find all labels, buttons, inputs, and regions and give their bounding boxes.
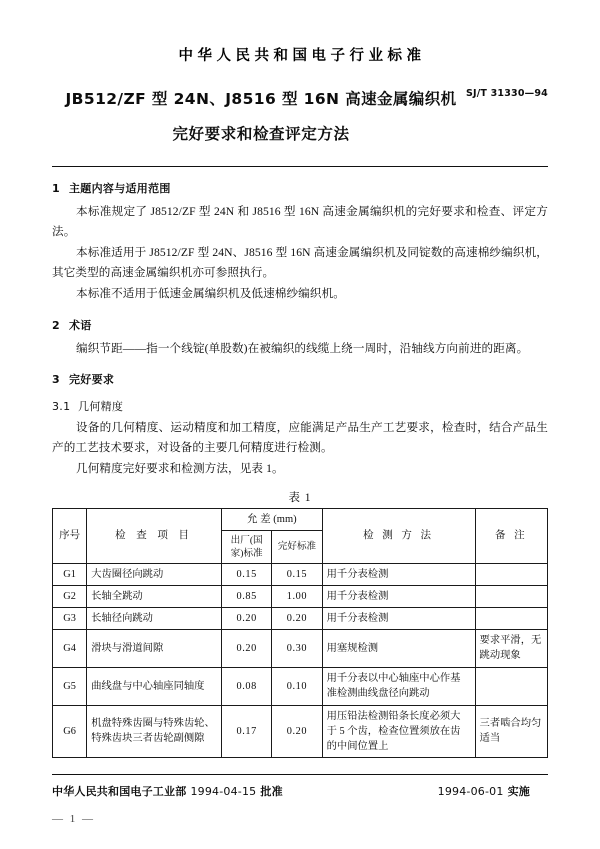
section-title-3: 完好要求 (69, 373, 115, 386)
subsection-number-3-1: 3.1 (52, 400, 71, 413)
footer-approve-label: 批准 (260, 784, 283, 798)
cell-tolerance-good: 0.10 (272, 667, 322, 705)
table-row (53, 629, 548, 667)
cell-remark (475, 607, 547, 629)
table-row (53, 585, 548, 607)
section-1-paragraph-1: 本标准规定了 J8512/ZF 型 24N 和 J8516 型 16N 高速金属编织机的完好要求和检查、评定方法。 (52, 205, 548, 238)
cell-no: G1 (53, 563, 87, 585)
section-number-3: 3 (52, 373, 60, 386)
cell-method: 用千分表检测 (322, 585, 475, 607)
table-row (53, 563, 548, 585)
cell-item: 长轴径向跳动 (87, 607, 222, 629)
footer-approve-date: 1994-04-15 (190, 784, 257, 798)
section-number-2: 2 (52, 318, 60, 332)
table-body (53, 563, 548, 757)
subsection-heading-3-1 (52, 398, 548, 414)
cell-remark (475, 563, 547, 585)
table-row (53, 607, 548, 629)
header-cell-tolerance-group: 允 差 (mm) (222, 508, 323, 530)
cell-no: G4 (53, 629, 87, 667)
header-cell-item: 检 查 项 目 (87, 508, 222, 563)
header-cell-tolerance-factory: 出厂(国家)标准 (222, 530, 272, 563)
table-row (53, 667, 548, 705)
cell-tolerance-factory: 0.85 (222, 585, 272, 607)
page-content (52, 0, 548, 825)
section-heading-1 (52, 180, 548, 196)
section-1-paragraph-3: 本标准不适用于低速金属编织机及低速棉纱编织机。 (76, 287, 345, 300)
table-caption: 表 1 (288, 491, 312, 504)
cell-item: 大齿圈径向跳动 (87, 563, 222, 585)
page-number: — 1 — (52, 812, 95, 825)
cell-no: G5 (53, 667, 87, 705)
section-1-paragraph-2: 本标准适用于 J8512/ZF 型 24N、J8516 型 16N 高速金属编织机及同锭数的高速棉纱编织机，其它类型的高速金属编织机亦可参照执行。 (52, 246, 548, 279)
cell-method: 用千分表检测 (322, 563, 475, 585)
section-number-1: 1 (52, 182, 60, 195)
table-header (53, 508, 548, 563)
footer-approval (52, 783, 283, 799)
cell-method: 用千分表检测 (322, 607, 475, 629)
table-header-row-1 (53, 508, 548, 530)
header-divider (52, 166, 548, 167)
cell-remark (475, 667, 547, 705)
cell-tolerance-factory: 0.17 (222, 705, 272, 757)
cell-tolerance-good: 1.00 (272, 585, 322, 607)
footer-implementation (438, 783, 548, 799)
section-heading-2 (52, 317, 548, 333)
cell-no: G2 (53, 585, 87, 607)
table-row (53, 705, 548, 757)
cell-tolerance-factory: 0.20 (222, 607, 272, 629)
cell-method: 用塞规检测 (322, 629, 475, 667)
cell-no: G6 (53, 705, 87, 757)
masthead-title: 中华人民共和国电子行业标准 (178, 48, 426, 64)
cell-tolerance-good: 0.20 (272, 607, 322, 629)
subsection-title-3-1: 几何精度 (78, 400, 124, 413)
cell-tolerance-good: 0.30 (272, 629, 322, 667)
footer-impl-label: 实施 (507, 784, 530, 798)
header-cell-no: 序号 (53, 508, 87, 563)
cell-tolerance-factory: 0.20 (222, 629, 272, 667)
cell-remark: 三者啮合均匀适当 (475, 705, 547, 757)
header-cell-remark: 备 注 (475, 508, 547, 563)
cell-method: 用千分表以中心轴座中心作基准检测曲线盘径向跳动 (322, 667, 475, 705)
cell-item: 长轴全跳动 (87, 585, 222, 607)
cell-remark (475, 585, 547, 607)
section-heading-3 (52, 371, 548, 387)
subsection-3-1-paragraph-2: 几何精度完好要求和检测方法，见表 1。 (76, 462, 284, 475)
section-title-2: 术语 (69, 318, 92, 332)
cell-item: 滑块与滑道间隙 (87, 629, 222, 667)
document-title-line-1: JB512/ZF 型 24N、J8516 型 16N 高速金属编织机 (65, 90, 457, 108)
header-cell-method: 检 测 方 法 (322, 508, 475, 563)
cell-tolerance-factory: 0.08 (222, 667, 272, 705)
cell-method: 用压铅法检测铅条长度必须大于 5 个齿，检查位置须放在齿的中间位置上 (322, 705, 475, 757)
geometric-accuracy-table (52, 508, 548, 758)
cell-tolerance-good: 0.15 (272, 563, 322, 585)
page-footer (52, 783, 548, 799)
footer-divider (52, 774, 548, 775)
cell-tolerance-factory: 0.15 (222, 563, 272, 585)
standard-number: SJ/T 31330—94 (465, 88, 548, 99)
footer-impl-date: 1994-06-01 (437, 784, 504, 798)
cell-no: G3 (53, 607, 87, 629)
cell-tolerance-good: 0.20 (272, 705, 322, 757)
section-2-paragraph-1: 编织节距——指一个线锭(单股数)在被编织的线缆上绕一周时，沿轴线方向前进的距离。 (76, 341, 529, 355)
subsection-3-1-paragraph-1: 设备的几何精度、运动精度和加工精度，应能满足产品生产工艺要求，检查时，结合产品生产的工艺技术要求，对设备的主要几何精度进行检测。 (52, 421, 548, 454)
cell-item: 曲线盘与中心轴座同轴度 (87, 667, 222, 705)
footer-issuer: 中华人民共和国电子工业部 (52, 784, 187, 798)
cell-remark: 要求平滑，无跳动现象 (475, 629, 547, 667)
title-block (52, 87, 548, 144)
cell-item: 机盘特殊齿圈与特殊齿轮、特殊齿块三者齿轮副侧隙 (87, 705, 222, 757)
document-title-line-2: 完好要求和检查评定方法 (172, 125, 350, 143)
header-cell-tolerance-good: 完好标准 (272, 530, 322, 563)
section-title-1: 主题内容与适用范围 (69, 182, 171, 195)
